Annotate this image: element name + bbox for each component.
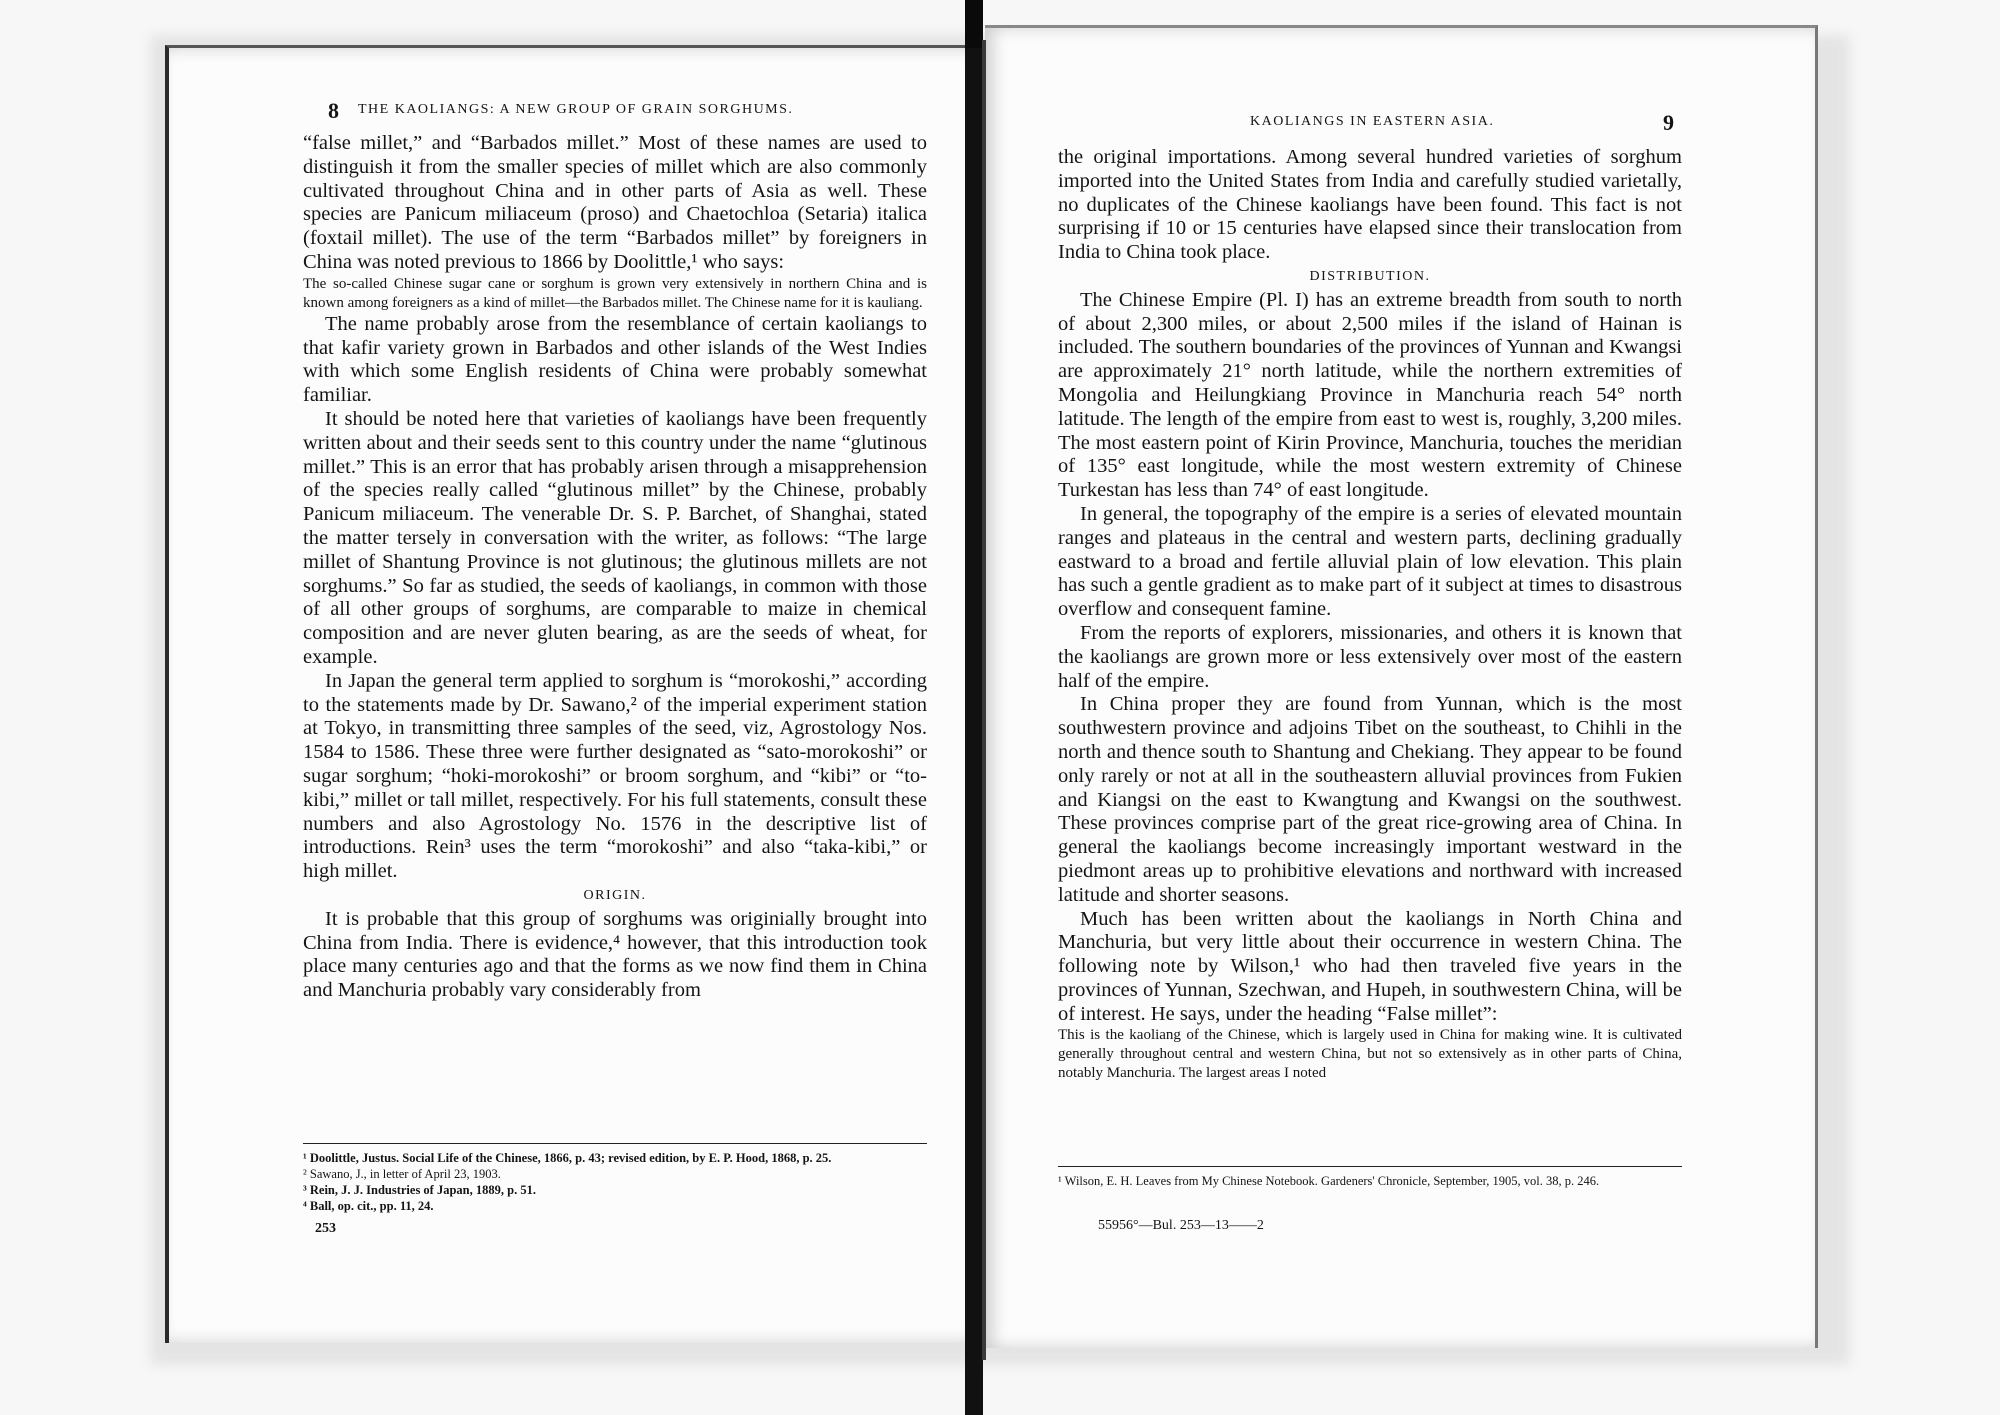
left-footnotes [303,1143,927,1214]
left-paragraph-1: “false millet,” and “Barbados millet.” Most of these names are used to distinguish it from the smaller species of millet which are also commonly cultivated throughout China and in other parts of Asia as well. These species are Panicum miliaceum (proso) and Chaetochloa (Setaria) italica (foxtail millet). The use of the term “Barbados millet” by foreigners in China was noted previous to 1866 by Doolittle,¹ who says: [303,132,927,273]
right-footnote-1: ¹ Wilson, E. H. Leaves from My Chinese Notebook. Gardeners' Chronicle, September, 1905, vol. 38, p. 246. [1058,1174,1600,1188]
right-paragraph-2: The Chinese Empire (Pl. I) has an extreme breadth from south to north of about 2,300 miles, or about 2,500 miles if the island of Hainan is included. The southern boundaries of the provinces of Yunnan and Kwangsi are approximately 21° north latitude, while the northern extremities of Mongolia and Heilungkiang Province in Manchuria reach 54° north latitude. The length of the empire from east to west is, roughly, 3,200 miles. The most eastern point of Kirin Province, Manchuria, touches the meridian of 135° east longitude, while the most western extremity of Chinese Turkestan has less than 74° of east longitude. [1058,288,1682,502]
right-footnotes [1058,1166,1682,1189]
book-gutter [965,0,983,1415]
left-paragraph-5: It is probable that this group of sorghums was originially brought into China from India. There is evidence,⁴ however, that this introduction took place many centuries ago and that the forms as we now find them in China and Manchuria probably vary considerably from [303,907,927,1002]
right-paragraph-6: Much has been written about the kaoliangs in North China and Manchuria, but very little about their occurrence in western China. The following note by Wilson,¹ who had then traveled five years in the provinces of Yunnan, Szechwan, and Hupeh, in southwestern China, will be of interest. He says, under the heading “False millet”: [1058,907,1682,1025]
right-paragraph-5: In China proper they are found from Yunnan, which is the most southwestern province and adjoins Tibet on the southeast, to Chihli in the north and thence south to Shantung and Chekiang. They appear to be found only rarely or not at all in the southeastern alluvial provinces from Fukien and Kiangsi on the east to Kwangtung and Kwangsi on the southwest. These provinces comprise part of the great rice-growing area of China. In general the kaoliangs become increasingly important westward in the piedmont areas up to prohibitive elevations and northward with increased latitude and shorter seasons. [1058,693,1682,906]
left-paragraph-3: It should be noted here that varieties of kaoliangs have been frequently written about and their seeds sent to this country under the name “glutinous millet.” This is an error that has probably arisen through a misapprehension of the species really called “glutinous millet” by the Chinese, probably Panicum miliaceum. The venerable Dr. S. P. Barchet, of Shanghai, stated the matter tersely in conversation with the writer, as follows: “The large millet of Shantung Province is not glutinous; the glutinous millets are not sorghums.” So far as studied, the seeds of kaoliangs, in common with those of all other groups of sorghums, are comparable to maize in chemical composition and are never gluten bearing, as are the seeds of wheat, for example. [303,407,927,668]
left-quote: The so-called Chinese sugar cane or sorghum is grown very extensively in northern China and is known among foreigners as a kind of millet—the Barbados millet. The Chinese name for it is kauliang. [303,275,927,311]
left-text-block [303,132,927,1003]
right-quote: This is the kaoliang of the Chinese, which is largely used in China for making wine. It is cultivated generally throughout central and western China, but not so extensively as in other parts of China, notably Manchuria. The largest areas I noted [1058,1027,1682,1082]
footnote-rule-right [1058,1166,1682,1167]
left-running-head: THE KAOLIANGS: A NEW GROUP OF GRAIN SORGHUMS. [358,102,794,117]
left-paragraph-4: In Japan the general term applied to sorghum is “morokoshi,” according to the statements made by Dr. Sawano,² of the imperial experiment station at Tokyo, in transmitting three samples of the seed, viz, Agrostology Nos. 1584 to 1586. These three were further designated as “sato-morokoshi” or sugar sorghum; “hoki-morokoshi” or broom sorghum, and “kibi” or “to-kibi,” millet or tall millet, respectively. For his full statements, consult these numbers and also Agrostology No. 1576 in the descriptive list of introductions. Rein³ uses the term “morokoshi” and also “taka-kibi,” or high millet. [303,669,927,883]
section-heading-distribution: DISTRIBUTION. [1309,268,1431,284]
right-paragraph-1: the original importations. Among several hundred varieties of sorghum imported into the United States from India and carefully studied varietally, no duplicates of the Chinese kaoliangs have been found. This fact is not surprising if 10 or 15 centuries have elapsed since their translocation from India to China took place. [1058,146,1682,264]
section-heading-origin: ORIGIN. [583,887,647,903]
left-footnote-2: ² Sawano, J., in letter of April 23, 1903. [303,1167,501,1181]
right-signature-mark: 55956°—Bul. 253—13——2 [1098,1218,1264,1233]
left-footnote-3: ³ Rein, J. J. Industries of Japan, 1889, p. 51. [303,1183,536,1197]
footnote-rule [303,1143,927,1144]
right-running-head: KAOLIANGS IN EASTERN ASIA. [1250,114,1495,129]
gutter-top [965,0,983,48]
right-text-block [1058,146,1682,1083]
left-footnote-4: ⁴ Ball, op. cit., pp. 11, 24. [303,1199,434,1213]
spine-line [982,40,986,1360]
right-page-number: 9 [1663,110,1674,135]
left-footnote-1: ¹ Doolittle, Justus. Social Life of the Chinese, 1866, p. 43; revised edition, by E. P. Hood, 1868, p. 25. [303,1151,832,1165]
left-paragraph-2: The name probably arose from the resemblance of certain kaoliangs to that kafir variety grown in Barbados and other islands of the West Indies with which some English residents of China were probably somewhat familiar. [303,312,927,407]
right-paragraph-3: In general, the topography of the empire is a series of elevated mountain ranges and plateaus in the central and western parts, declining gradually eastward to a broad and fertile alluvial plain of low elevation. This plain has such a gentle gradient as to make part of it subject at times to disastrous overflow and consequent famine. [1058,502,1682,621]
left-page-number: 8 [328,98,339,123]
right-paragraph-4: From the reports of explorers, missionaries, and others it is known that the kaoliangs are grown more or less extensively over most of the eastern half of the empire. [1058,621,1682,692]
left-signature-mark: 253 [315,1221,336,1236]
